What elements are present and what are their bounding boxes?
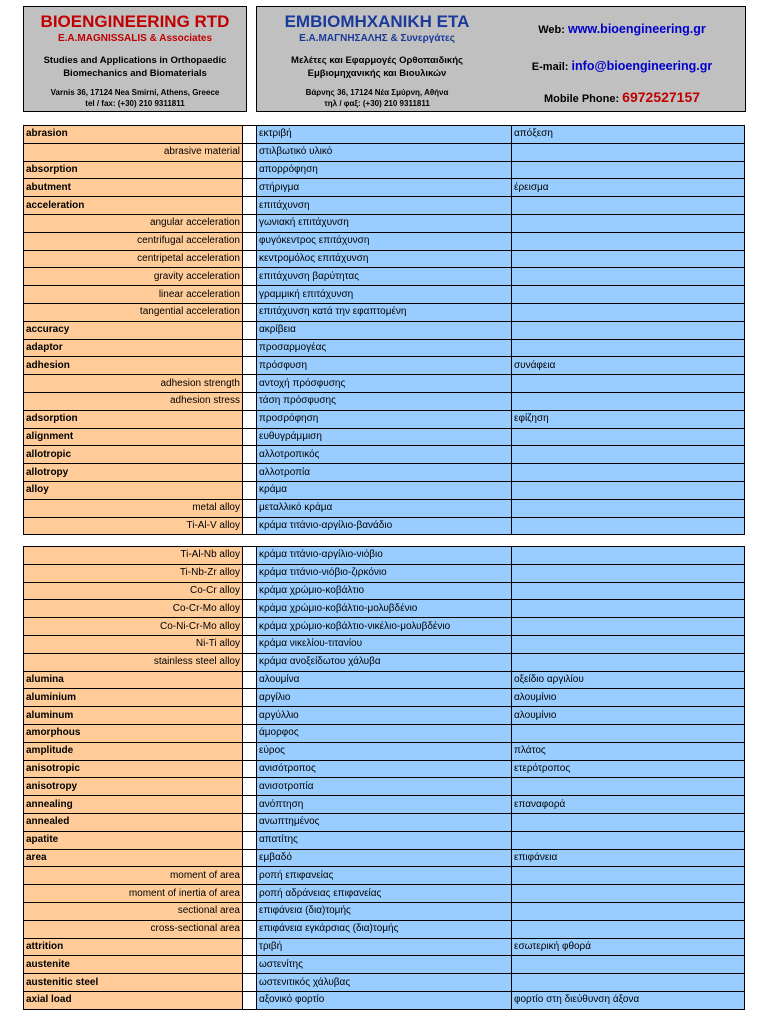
greek-synonym-cell — [512, 286, 745, 304]
spacer-cell — [243, 991, 257, 1009]
english-term-cell: metal alloy — [24, 499, 243, 517]
glossary-row — [24, 671, 745, 689]
greek-term-cell: επιφάνεια (δια)τομής — [257, 902, 512, 920]
greek-synonym-cell: αλουμίνιο — [512, 689, 745, 707]
greek-term-cell: κράμα χρώμιο-κοβάλτιο-μολυβδένιο — [257, 600, 512, 618]
spacer-cell — [243, 286, 257, 304]
spacer-cell — [243, 268, 257, 286]
greek-term-cell: κεντρομόλος επιτάχυνση — [257, 250, 512, 268]
glossary-row — [24, 600, 745, 618]
greek-term-cell: αξονικό φορτίο — [257, 991, 512, 1009]
english-term-cell: axial load — [24, 991, 243, 1009]
greek-term-cell: εύρος — [257, 742, 512, 760]
greek-synonym-cell — [512, 582, 745, 600]
spacer-cell — [243, 339, 257, 357]
glossary-row — [24, 517, 745, 535]
greek-term-cell: γωνιακή επιτάχυνση — [257, 214, 512, 232]
spacer-cell — [243, 250, 257, 268]
greek-term-cell: ροπή επιφανείας — [257, 867, 512, 885]
english-term-cell: centripetal acceleration — [24, 250, 243, 268]
greek-term-cell: προσαρμογέας — [257, 339, 512, 357]
glossary-row — [24, 446, 745, 464]
greek-synonym-cell: έρεισμα — [512, 179, 745, 197]
greek-term-cell: αλλοτροπικός — [257, 446, 512, 464]
english-term-cell: abrasion — [24, 126, 243, 144]
spacer-cell — [243, 232, 257, 250]
english-term-cell: accuracy — [24, 321, 243, 339]
spacer-cell — [243, 635, 257, 653]
spacer-cell — [243, 653, 257, 671]
greek-term-cell: ανωπτημένος — [257, 813, 512, 831]
greek-synonym-cell — [512, 428, 745, 446]
glossary-row — [24, 232, 745, 250]
greek-synonym-cell — [512, 214, 745, 232]
address-line: Varnis 36, 17124 Nea Smirni, Athens, Greece — [50, 88, 220, 97]
english-term-cell: annealing — [24, 796, 243, 814]
contact-web — [507, 22, 737, 36]
greek-term-cell: στιλβωτικό υλικό — [257, 143, 512, 161]
spacer-cell — [243, 428, 257, 446]
spacer-cell — [243, 813, 257, 831]
english-term-cell: allotropy — [24, 464, 243, 482]
glossary-row — [24, 481, 745, 499]
glossary-row — [24, 126, 745, 144]
greek-term-cell: αργύλλιο — [257, 707, 512, 725]
glossary-row — [24, 885, 745, 903]
glossary-row — [24, 547, 745, 565]
header-greek-box — [256, 6, 746, 112]
greek-term-cell: ανισοτροπία — [257, 778, 512, 796]
greek-synonym-cell: συνάφεια — [512, 357, 745, 375]
greek-term-cell: ευθυγράμμιση — [257, 428, 512, 446]
spacer-cell — [243, 689, 257, 707]
english-term-cell: austenite — [24, 956, 243, 974]
glossary-row — [24, 499, 745, 517]
glossary-row — [24, 286, 745, 304]
glossary-row — [24, 303, 745, 321]
greek-term-cell: μεταλλικό κράμα — [257, 499, 512, 517]
glossary-row — [24, 161, 745, 179]
greek-synonym-cell — [512, 161, 745, 179]
greek-synonym-cell: αλουμίνιο — [512, 707, 745, 725]
greek-term-cell: ακρίβεια — [257, 321, 512, 339]
english-term-cell: adhesion stress — [24, 392, 243, 410]
greek-synonym-cell — [512, 885, 745, 903]
greek-term-cell: αλλοτροπία — [257, 464, 512, 482]
greek-term-cell: άμορφος — [257, 724, 512, 742]
spacer-cell — [243, 410, 257, 428]
spacer-cell — [243, 161, 257, 179]
glossary-row — [24, 831, 745, 849]
glossary-table-1 — [23, 125, 745, 535]
glossary-row — [24, 197, 745, 215]
web-link[interactable]: www.bioengineering.gr — [568, 22, 706, 36]
greek-term-cell: ανόπτηση — [257, 796, 512, 814]
greek-term-cell: γραμμική επιτάχυνση — [257, 286, 512, 304]
spacer-cell — [243, 724, 257, 742]
greek-synonym-cell: φορτίο στη διεύθυνση άξονα — [512, 991, 745, 1009]
greek-term-cell: ωστενίτης — [257, 956, 512, 974]
spacer-cell — [243, 547, 257, 565]
spacer-cell — [243, 974, 257, 992]
spacer-cell — [243, 956, 257, 974]
english-term-cell: alignment — [24, 428, 243, 446]
english-term-cell: anisotropy — [24, 778, 243, 796]
greek-synonym-cell — [512, 600, 745, 618]
spacer-cell — [243, 760, 257, 778]
greek-term-cell: επιφάνεια εγκάρσιας (δια)τομής — [257, 920, 512, 938]
spacer-cell — [243, 778, 257, 796]
glossary-row — [24, 938, 745, 956]
address-line: Βάρνης 36, 17124 Νέα Σμύρνη, Αθήνα — [305, 88, 449, 97]
greek-synonym-cell — [512, 197, 745, 215]
spacer-cell — [243, 938, 257, 956]
english-term-cell: linear acceleration — [24, 286, 243, 304]
glossary-row — [24, 635, 745, 653]
spacer-cell — [243, 179, 257, 197]
company-description-en — [24, 54, 246, 80]
glossary-row — [24, 268, 745, 286]
company-title-gr: ΕΜΒΙΟΜΗΧΑΝΙΚΗ ΕΤΑ — [284, 12, 470, 31]
company-title-en: BIOENGINEERING RTD — [40, 12, 230, 31]
english-term-cell: moment of inertia of area — [24, 885, 243, 903]
greek-synonym-cell: εφίζηση — [512, 410, 745, 428]
spacer-cell — [243, 375, 257, 393]
company-address-gr — [257, 87, 497, 109]
english-term-cell: alloy — [24, 481, 243, 499]
greek-synonym-cell — [512, 618, 745, 636]
glossary-row — [24, 778, 745, 796]
greek-term-cell: ανισότροπος — [257, 760, 512, 778]
spacer-cell — [243, 446, 257, 464]
spacer-cell — [243, 303, 257, 321]
glossary-row — [24, 143, 745, 161]
glossary-table-2 — [23, 546, 745, 1010]
glossary-row — [24, 813, 745, 831]
english-term-cell: adaptor — [24, 339, 243, 357]
header-english-box — [23, 6, 247, 112]
greek-synonym-cell — [512, 392, 745, 410]
glossary-row — [24, 849, 745, 867]
web-label: Web: — [538, 24, 565, 36]
greek-synonym-cell — [512, 375, 745, 393]
glossary-row — [24, 742, 745, 760]
company-subtitle-en: E.A.MAGNISSALIS & Associates — [57, 33, 213, 44]
glossary-row — [24, 760, 745, 778]
company-description-gr — [257, 54, 497, 80]
greek-term-cell: κράμα τιτάνιο-αργίλιο-νιόβιο — [257, 547, 512, 565]
english-term-cell: Co-Cr alloy — [24, 582, 243, 600]
greek-term-cell: κράμα χρώμιο-κοβάλτιο-νικέλιο-μολυβδένιο — [257, 618, 512, 636]
greek-synonym-cell — [512, 974, 745, 992]
spacer-cell — [243, 902, 257, 920]
phone-number: 6972527157 — [622, 89, 701, 105]
english-term-cell: sectional area — [24, 902, 243, 920]
spacer-cell — [243, 600, 257, 618]
greek-synonym-cell — [512, 268, 745, 286]
glossary-row — [24, 707, 745, 725]
greek-term-cell: επιτάχυνση βαρύτητας — [257, 268, 512, 286]
spacer-cell — [243, 831, 257, 849]
tel-fax-line: τηλ / φαξ: (+30) 210 9311811 — [324, 99, 430, 108]
greek-synonym-cell: πλάτος — [512, 742, 745, 760]
greek-term-cell: τριβή — [257, 938, 512, 956]
description-line-1: Studies and Applications in Orthopaedic — [43, 55, 227, 66]
greek-synonym-cell — [512, 635, 745, 653]
greek-term-cell: επιτάχυνση κατά την εφαπτομένη — [257, 303, 512, 321]
english-term-cell: aluminium — [24, 689, 243, 707]
greek-term-cell: κράμα χρώμιο-κοβάλτιο — [257, 582, 512, 600]
greek-synonym-cell — [512, 813, 745, 831]
greek-synonym-cell — [512, 547, 745, 565]
phone-label: Mobile Phone: — [543, 93, 620, 105]
spacer-cell — [243, 321, 257, 339]
glossary-row — [24, 375, 745, 393]
greek-term-cell: αργίλιο — [257, 689, 512, 707]
spacer-cell — [243, 197, 257, 215]
glossary-row — [24, 250, 745, 268]
greek-term-cell: τάση πρόσφυσης — [257, 392, 512, 410]
english-term-cell: Co-Cr-Mo alloy — [24, 600, 243, 618]
english-term-cell: stainless steel alloy — [24, 653, 243, 671]
email-link[interactable]: info@bioengineering.gr — [571, 59, 713, 73]
greek-synonym-cell — [512, 499, 745, 517]
spacer-cell — [243, 481, 257, 499]
glossary-row — [24, 974, 745, 992]
greek-term-cell: αλουμίνα — [257, 671, 512, 689]
greek-synonym-cell — [512, 321, 745, 339]
greek-synonym-cell — [512, 303, 745, 321]
spacer-cell — [243, 499, 257, 517]
english-term-cell: alumina — [24, 671, 243, 689]
glossary-row — [24, 214, 745, 232]
glossary-row — [24, 179, 745, 197]
spacer-cell — [243, 920, 257, 938]
spacer-cell — [243, 867, 257, 885]
glossary-row — [24, 796, 745, 814]
glossary-row — [24, 582, 745, 600]
spacer-cell — [243, 849, 257, 867]
greek-synonym-cell: επιφάνεια — [512, 849, 745, 867]
greek-synonym-cell — [512, 517, 745, 535]
english-term-cell: Co-Ni-Cr-Mo alloy — [24, 618, 243, 636]
greek-term-cell: αντοχή πρόσφυσης — [257, 375, 512, 393]
english-term-cell: centrifugal acceleration — [24, 232, 243, 250]
spacer-cell — [243, 742, 257, 760]
spacer-cell — [243, 126, 257, 144]
glossary-row — [24, 991, 745, 1009]
english-term-cell: area — [24, 849, 243, 867]
greek-synonym-cell — [512, 250, 745, 268]
glossary-row — [24, 902, 745, 920]
spacer-cell — [243, 143, 257, 161]
greek-term-cell: κράμα τιτάνιο-νιόβιο-ζιρκόνιο — [257, 564, 512, 582]
glossary-row — [24, 956, 745, 974]
greek-term-cell: κράμα νικελίου-τιτανίου — [257, 635, 512, 653]
email-label: E-mail: — [531, 61, 569, 73]
greek-synonym-cell: οξείδιο αργιλίου — [512, 671, 745, 689]
spacer-cell — [243, 517, 257, 535]
greek-term-cell: κράμα — [257, 481, 512, 499]
tel-fax-line: tel / fax: (+30) 210 9311811 — [85, 99, 185, 108]
greek-term-cell: κράμα τιτάνιο-αργίλιο-βανάδιο — [257, 517, 512, 535]
greek-synonym-cell — [512, 232, 745, 250]
greek-synonym-cell — [512, 481, 745, 499]
glossary-row — [24, 618, 745, 636]
glossary-row — [24, 564, 745, 582]
greek-synonym-cell — [512, 956, 745, 974]
glossary-row — [24, 410, 745, 428]
contact-email — [507, 59, 737, 73]
greek-company-block — [257, 7, 497, 111]
greek-term-cell: φυγόκεντρος επιτάχυνση — [257, 232, 512, 250]
greek-term-cell: προσρόφηση — [257, 410, 512, 428]
greek-synonym-cell — [512, 564, 745, 582]
spacer-cell — [243, 464, 257, 482]
english-term-cell: Ti-Al-Nb alloy — [24, 547, 243, 565]
greek-term-cell: απατίτης — [257, 831, 512, 849]
english-term-cell: allotropic — [24, 446, 243, 464]
description-line-2: Biomechanics and Biomaterials — [63, 68, 207, 79]
english-term-cell: moment of area — [24, 867, 243, 885]
english-term-cell: annealed — [24, 813, 243, 831]
company-address-en — [24, 87, 246, 109]
greek-synonym-cell: απόξεση — [512, 126, 745, 144]
english-term-cell: angular acceleration — [24, 214, 243, 232]
spacer-cell — [243, 582, 257, 600]
english-term-cell: absorption — [24, 161, 243, 179]
greek-synonym-cell — [512, 446, 745, 464]
english-term-cell: Ti-Al-V alloy — [24, 517, 243, 535]
glossary-row — [24, 920, 745, 938]
greek-synonym-cell: εσωτερική φθορά — [512, 938, 745, 956]
greek-term-cell: ροπή αδράνειας επιφανείας — [257, 885, 512, 903]
english-term-cell: cross-sectional area — [24, 920, 243, 938]
english-term-cell: aluminum — [24, 707, 243, 725]
english-term-cell: Ti-Nb-Zr alloy — [24, 564, 243, 582]
greek-synonym-cell — [512, 831, 745, 849]
english-term-cell: adsorption — [24, 410, 243, 428]
greek-synonym-cell: ετερότροπος — [512, 760, 745, 778]
glossary-row — [24, 392, 745, 410]
english-term-cell: amplitude — [24, 742, 243, 760]
english-term-cell: gravity acceleration — [24, 268, 243, 286]
glossary-row — [24, 689, 745, 707]
english-term-cell: abutment — [24, 179, 243, 197]
company-subtitle-gr: Ε.Α.ΜΑΓΝΗΣΑΛΗΣ & Συνεργάτες — [299, 33, 455, 44]
glossary-row — [24, 724, 745, 742]
greek-synonym-cell — [512, 464, 745, 482]
glossary-row — [24, 428, 745, 446]
greek-synonym-cell — [512, 902, 745, 920]
greek-synonym-cell — [512, 867, 745, 885]
spacer-cell — [243, 392, 257, 410]
spacer-cell — [243, 885, 257, 903]
greek-term-cell: εκτριβή — [257, 126, 512, 144]
greek-term-cell: ωστενιτικός χάλυβας — [257, 974, 512, 992]
english-term-cell: apatite — [24, 831, 243, 849]
english-term-cell: anisotropic — [24, 760, 243, 778]
english-term-cell: adhesion strength — [24, 375, 243, 393]
greek-term-cell: επιτάχυνση — [257, 197, 512, 215]
greek-synonym-cell — [512, 653, 745, 671]
greek-term-cell: εμβαδό — [257, 849, 512, 867]
greek-synonym-cell: επαναφορά — [512, 796, 745, 814]
greek-term-cell: στήριγμα — [257, 179, 512, 197]
description-line-2: Εμβιομηχανικής και Βιουλικών — [307, 68, 447, 79]
greek-term-cell: κράμα ανοξείδωτου χάλυβα — [257, 653, 512, 671]
greek-synonym-cell — [512, 143, 745, 161]
glossary-row — [24, 321, 745, 339]
spacer-cell — [243, 357, 257, 375]
greek-synonym-cell — [512, 724, 745, 742]
english-term-cell: adhesion — [24, 357, 243, 375]
glossary-row — [24, 339, 745, 357]
spacer-cell — [243, 618, 257, 636]
english-term-cell: Ni-Ti alloy — [24, 635, 243, 653]
english-term-cell: acceleration — [24, 197, 243, 215]
greek-term-cell: απορρόφηση — [257, 161, 512, 179]
english-term-cell: tangential acceleration — [24, 303, 243, 321]
english-term-cell: amorphous — [24, 724, 243, 742]
spacer-cell — [243, 214, 257, 232]
english-term-cell: attrition — [24, 938, 243, 956]
spacer-cell — [243, 707, 257, 725]
spacer-cell — [243, 671, 257, 689]
greek-synonym-cell — [512, 778, 745, 796]
spacer-cell — [243, 796, 257, 814]
greek-term-cell: πρόσφυση — [257, 357, 512, 375]
description-line-1: Μελέτες και Εφαρμογές Ορθοπαιδικής — [291, 55, 463, 66]
glossary-row — [24, 357, 745, 375]
glossary-row — [24, 653, 745, 671]
glossary-row — [24, 464, 745, 482]
english-term-cell: abrasive material — [24, 143, 243, 161]
glossary-row — [24, 867, 745, 885]
contact-phone — [507, 89, 737, 105]
english-term-cell: austenitic steel — [24, 974, 243, 992]
greek-synonym-cell — [512, 920, 745, 938]
spacer-cell — [243, 564, 257, 582]
greek-synonym-cell — [512, 339, 745, 357]
